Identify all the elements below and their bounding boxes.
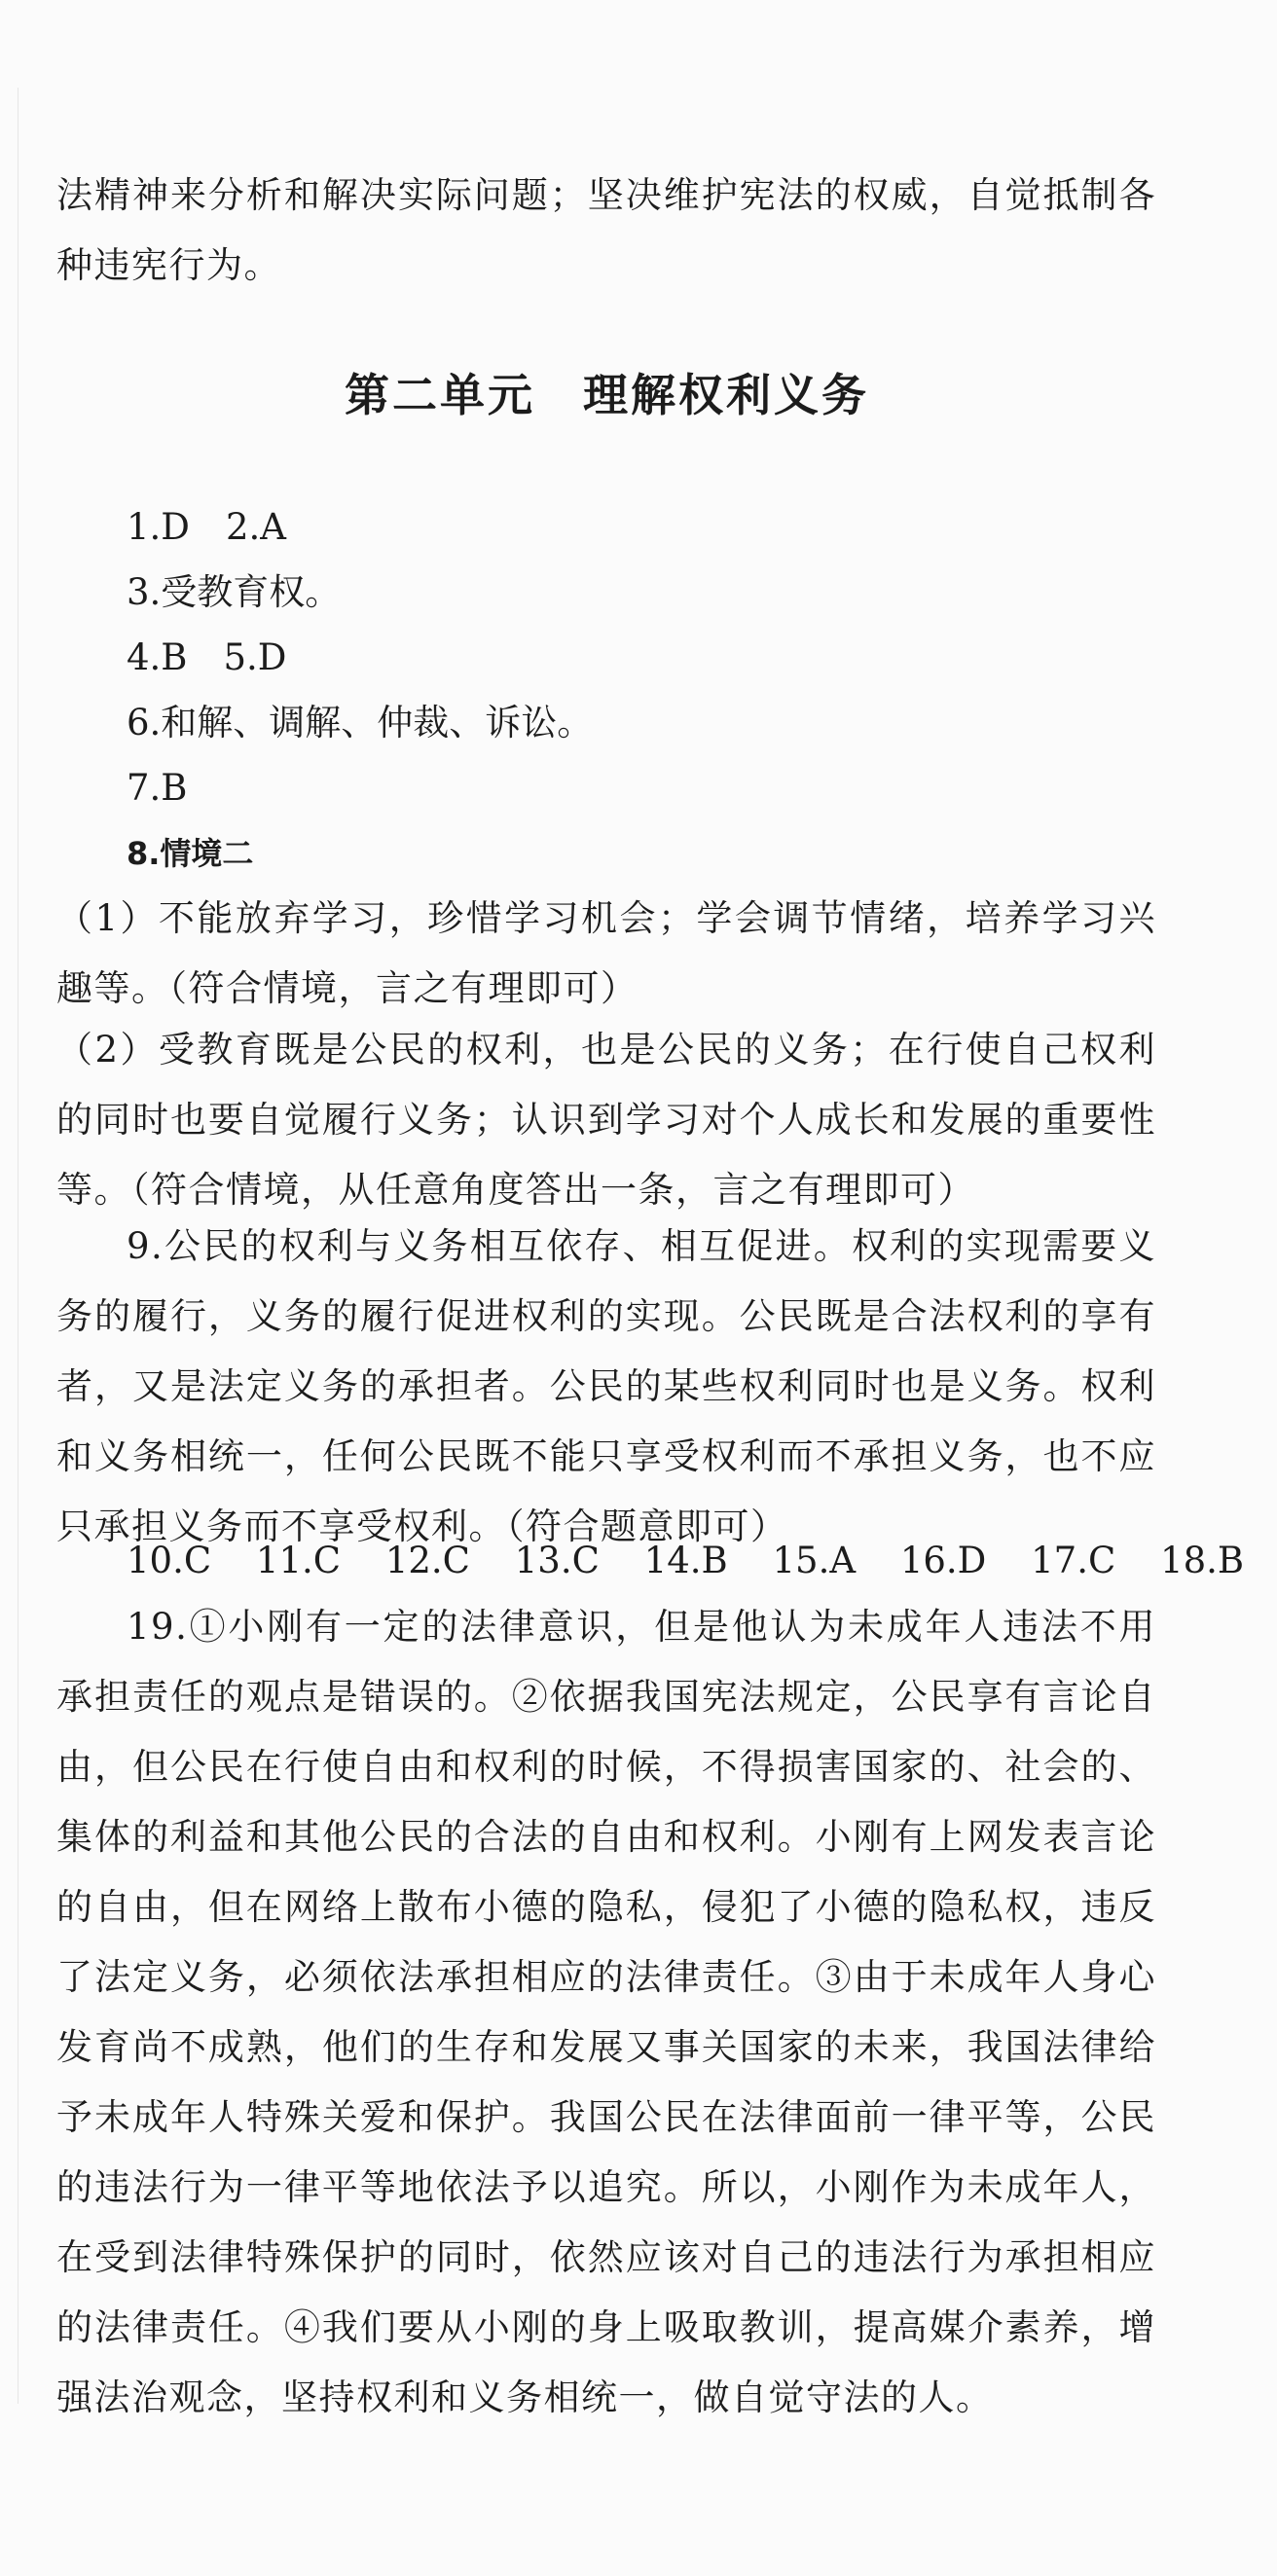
mc-answer: 17.C [1031,1540,1116,1581]
mc-answer: 15.A [772,1540,857,1581]
mc-answer: 13.C [514,1540,600,1581]
mc-answers-row [127,1526,1277,1596]
unit-title: 第二单元 理解权利义务 [345,369,869,421]
q9-answer: 9.公民的权利与义务相互依存、相互促进。权利的实现需要义务的履行，义务的履行促进权利的实现。公民既是合法权利的享有者，又是法定义务的承担者。公民的某些权利同时也是义务。权利和义务相统一，任何公民既不能只享受权利而不承担义务，也不应只承担义务而不享受权利。（符合题意即可） [56,1225,1156,1547]
mc-answer: 18.B [1160,1540,1245,1581]
answer-3: 3.受教育权。 [127,571,342,613]
mc-answer: 16.D [899,1540,987,1581]
q19-answer: 19.①小刚有一定的法律意识，但是他认为未成年人违法不用承担责任的观点是错误的。②依据我国宪法规定，公民享有言论自由，但公民在行使自由和权利的时候，不得损害国家的、社会的、集体的利益和其他公民的合法的自由和权利。小刚有上网发表言论的自由，但在网络上散布小德的隐私，侵犯了小德的隐私权，违反了法定义务，必须依法承担相应的法律责任。③由于未成年人身心发育尚不成熟，他们的生存和发展又事关国家的未来，我国法律给予未成年人特殊关爱和保护。我国公民在法律面前一律平等，公民的违法行为一律平等地依法予以追究。所以，小刚作为未成年人，在受到法律特殊保护的同时，依然应该对自己的违法行为承担相应的法律责任。④我们要从小刚的身上吸取教训，提高媒介素养，增强法治观念，坚持权利和义务相统一，做自觉守法的人。 [56,1606,1156,2418]
mc-answer: 14.B [643,1540,728,1581]
mc-answer: 10.C [127,1540,212,1581]
answer-8-label: 8.情境二 [127,835,254,872]
q8-part-2: （2）受教育既是公民的权利，也是公民的义务；在行使自己权利的同时也要自觉履行义务；认识到学习对个人成长和发展的重要性等。（符合情境，从任意角度答出一条，言之有理即可） [56,1029,1156,1211]
intro-paragraph: 法精神来分析和解决实际问题；坚决维护宪法的权威，自觉抵制各种违宪行为。 [56,174,1156,286]
answer-1-2: 1.D 2.A [127,506,286,548]
answer-6: 6.和解、调解、仲裁、诉讼。 [127,702,594,744]
q8-part-1: （1）不能放弃学习，珍惜学习机会；学会调节情绪，培养学习兴趣等。（符合情境，言之有理即可） [56,897,1156,1009]
mc-answer: 12.C [384,1540,470,1581]
answer-7: 7.B [127,767,188,809]
mc-answer: 11.C [255,1540,342,1581]
answer-4-5: 4.B 5.D [127,636,287,678]
